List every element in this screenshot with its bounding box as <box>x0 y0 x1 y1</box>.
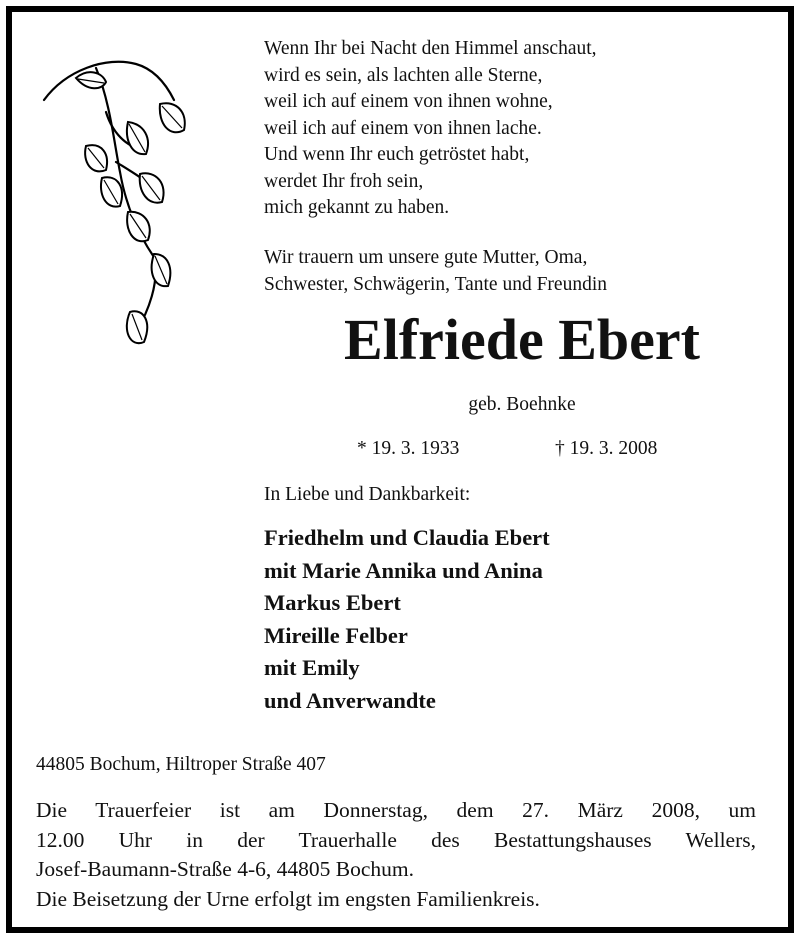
address: 44805 Bochum, Hiltroper Straße 407 <box>36 754 326 775</box>
mourning-line: Wir trauern um unsere gute Mutter, Oma, <box>264 247 588 268</box>
obituary-notice <box>6 6 794 933</box>
poem-line: werdet Ihr froh sein, <box>264 170 424 192</box>
poem-line: mich gekannt zu haben. <box>264 197 450 218</box>
poem-line: weil ich auf einem von ihnen lache. <box>264 117 542 139</box>
family-line: und Anverwandte <box>264 687 436 713</box>
poem-line: weil ich auf einem von ihnen wohne, <box>264 91 553 112</box>
family-line: mit Emily <box>264 655 360 680</box>
mourning-statement <box>264 244 764 298</box>
ceremony-line: Die Trauerfeier ist am Donnerstag, dem 27. März 2008, um <box>36 798 756 822</box>
ceremony-line: 12.00 Uhr in der Trauerhalle des Bestattungshauses Wellers, <box>36 827 756 852</box>
family-list <box>264 522 764 717</box>
poem-line: Wenn Ihr bei Nacht den Himmel anschaut, <box>264 38 597 59</box>
birch-branch-icon <box>36 42 196 372</box>
poem-line: wird es sein, als lachten alle Sterne, <box>264 64 543 86</box>
ceremony-line: Josef-Baumann-Straße 4-6, 44805 Bochum. <box>36 857 414 881</box>
life-dates <box>357 438 757 460</box>
dedication-line: In Liebe und Dankbarkeit: <box>264 484 471 505</box>
family-line: Markus Ebert <box>264 590 401 615</box>
family-line: Mireille Felber <box>264 622 408 648</box>
family-line: Friedhelm und Claudia Ebert <box>264 525 550 550</box>
mourning-line: Schwester, Schwägerin, Tante und Freundin <box>264 274 608 295</box>
birth-date: * 19. 3. 1933 <box>357 438 460 459</box>
poem <box>264 36 764 222</box>
maiden-name: geb. Boehnke <box>468 394 576 415</box>
ceremony-info <box>36 796 756 914</box>
deceased-name: Elfriede Ebert <box>344 307 700 372</box>
poem-line: Und wenn Ihr euch getröstet habt, <box>264 144 530 165</box>
ceremony-line: Die Beisetzung der Urne erfolgt im engsten Familienkreis. <box>36 886 540 911</box>
family-line: mit Marie Annika und Anina <box>264 557 543 583</box>
death-date: † 19. 3. 2008 <box>555 438 658 459</box>
